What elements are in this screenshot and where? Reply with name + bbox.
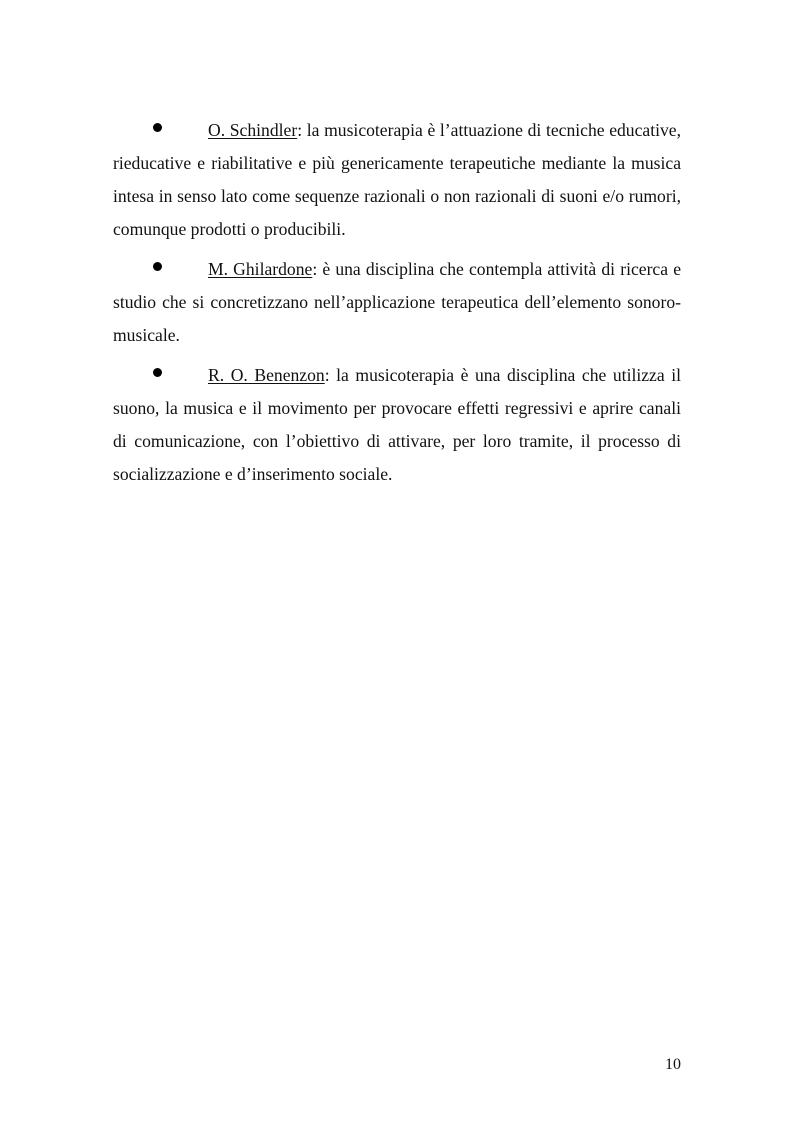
definition-item-benenzon [113,359,681,491]
page-number: 10 [665,1056,681,1073]
author-name: M. Ghilardone [208,259,313,279]
definition-text: : la musicoterapia è l’attuazione di tecniche educative, rieducative e riabilitative e più genericamente terapeutiche mediante la musica intesa in senso lato come sequenze razionali o non razionali di suoni e/o rumori, comunque prodotti o producibili. [113,120,682,239]
definition-text: : è una disciplina che contempla attività di ricerca e studio che si concretizzano nell’applicazione terapeutica dell’elemento sonoro-musicale. [113,259,682,345]
definition-text: : la musicoterapia è una disciplina che utilizza il suono, la musica e il movimento per provocare effetti regressivi e aprire canali di comunicazione, con l’obiettivo di attivare, per loro tramite, il processo di socializzazione e d’inserimento sociale. [113,365,681,484]
bullet-icon [153,368,162,377]
definition-item-schindler [113,114,681,246]
bullet-icon [153,123,162,132]
definition-item-ghilardone [113,253,681,352]
author-name: O. Schindler [208,120,298,140]
author-name: R. O. Benenzon [208,365,325,385]
definitions-list [113,114,681,498]
bullet-icon [153,262,162,271]
